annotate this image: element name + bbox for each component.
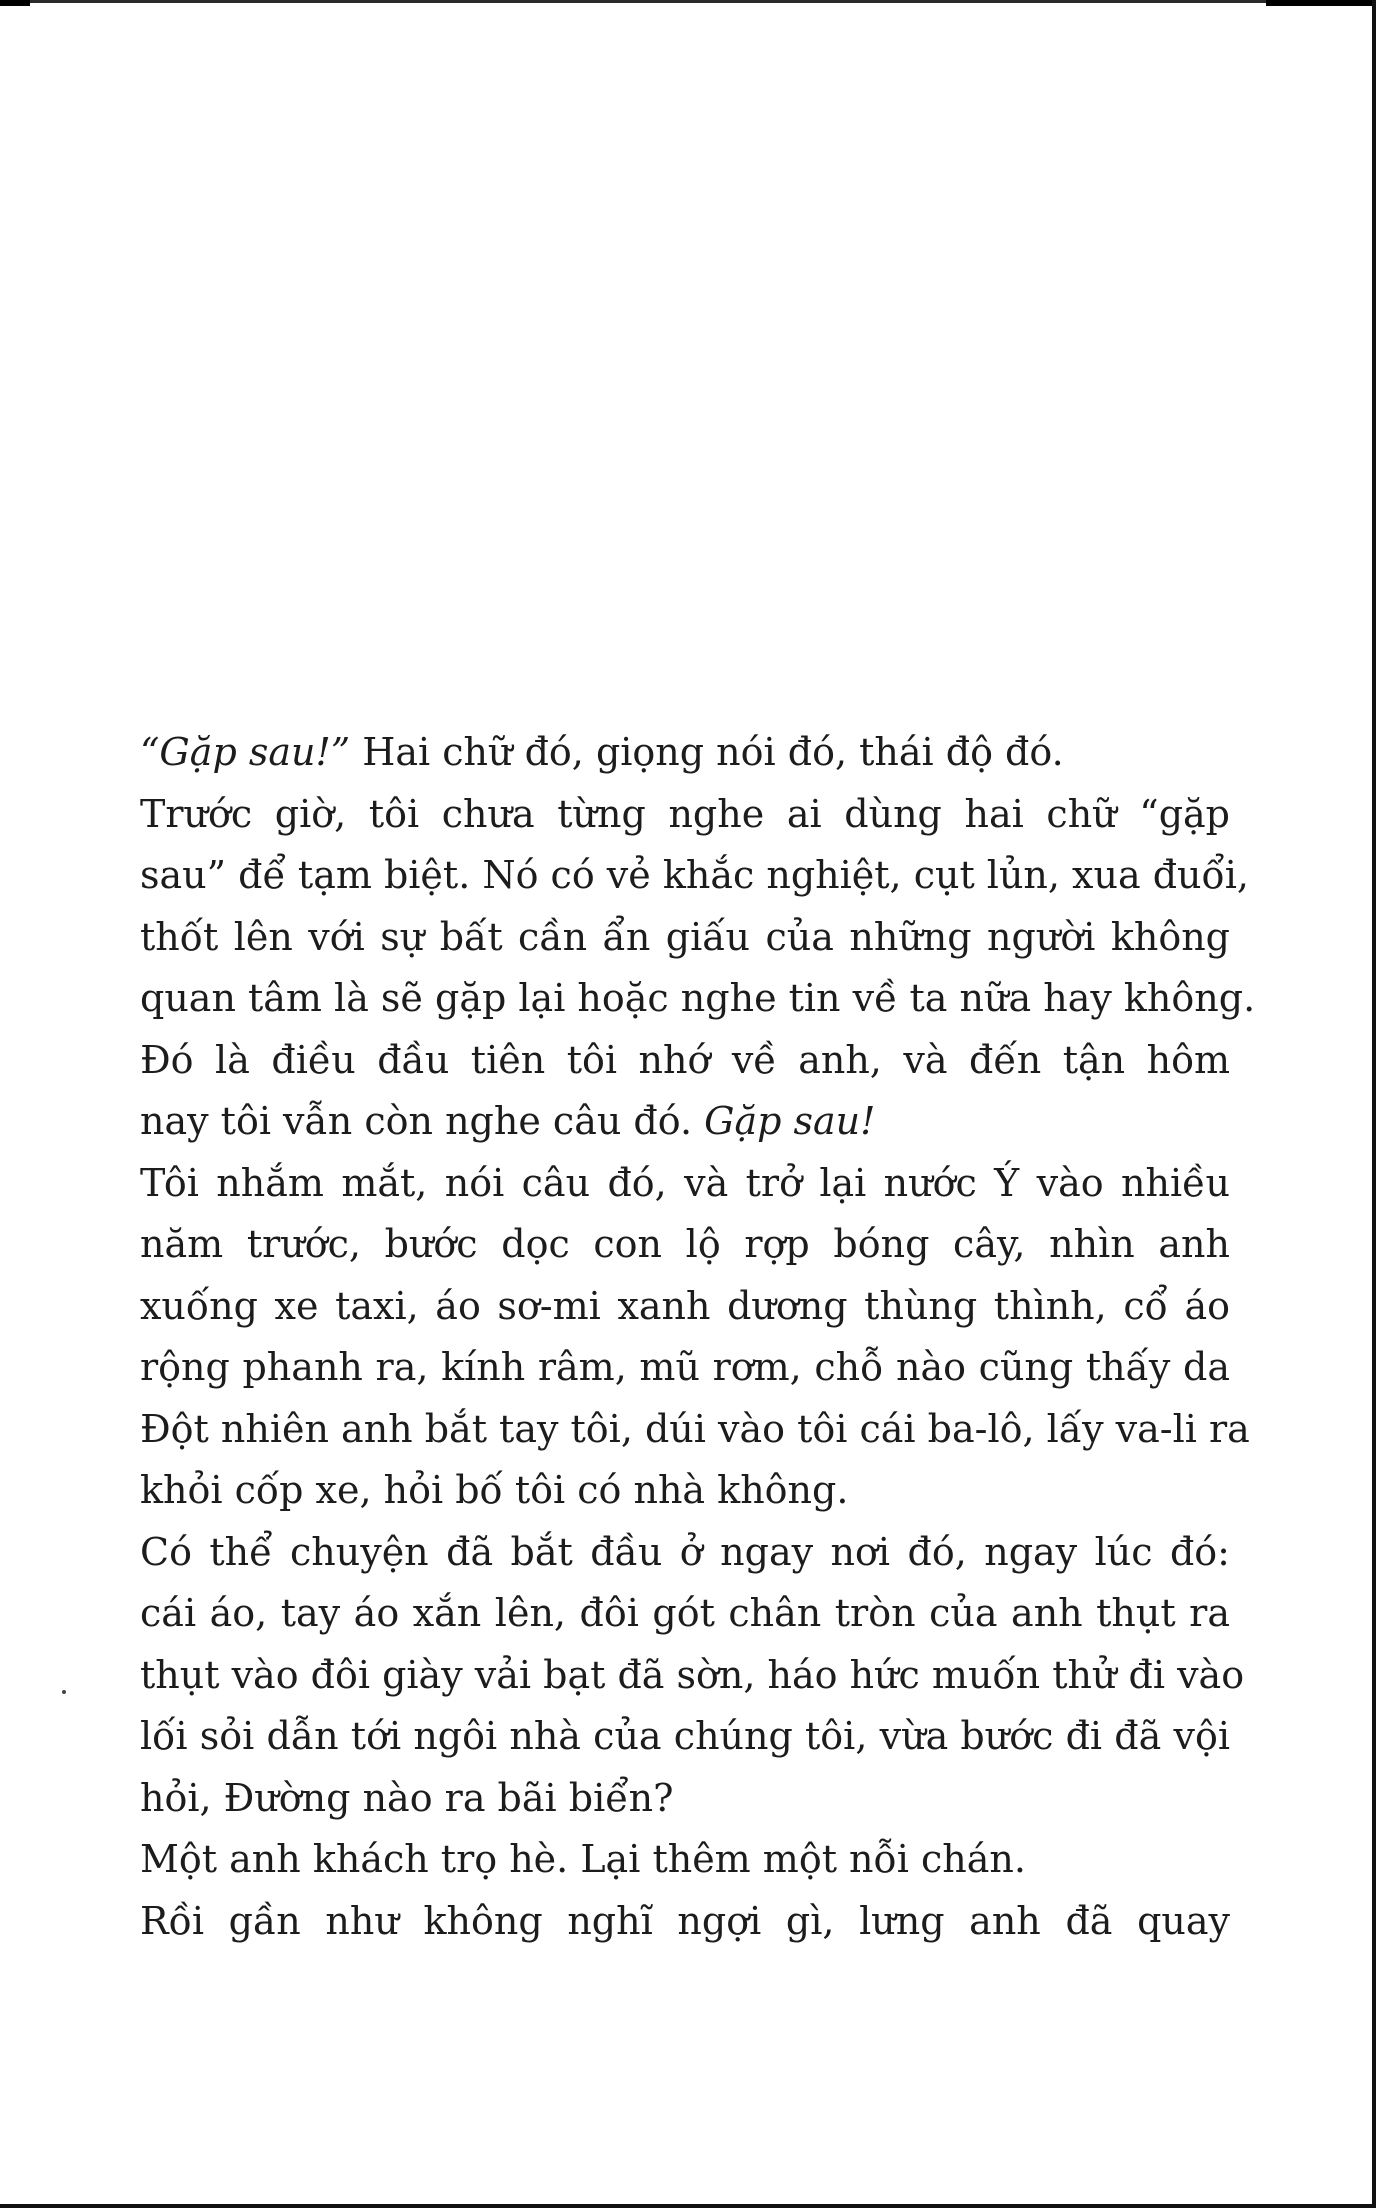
- text-line: [140, 722, 1230, 784]
- text-run: xuống xe taxi, áo sơ-mi xanh dương thùng thình, cổ áo: [140, 1283, 1230, 1328]
- text-run: Rồi gần như không nghĩ ngợi gì, lưng anh đã quay: [140, 1898, 1230, 1943]
- italic-text: Gặp sau!: [704, 1099, 876, 1143]
- text-line: [140, 1645, 1245, 1707]
- scan-edge-top: [0, 0, 1376, 3]
- text-run: hỏi, Đường nào ra bãi biển?: [140, 1775, 674, 1820]
- scan-edge-top-left: [0, 0, 30, 6]
- text-line: [140, 1030, 1230, 1092]
- text-line: [140, 1153, 1230, 1215]
- scan-speck: [62, 1690, 66, 1694]
- text-line: [140, 968, 1256, 1030]
- text-line: [140, 1460, 1230, 1522]
- text-line: [140, 1091, 1230, 1153]
- text-line: [140, 1522, 1230, 1584]
- text-run: Hai chữ đó, giọng nói đó, thái độ đó.: [350, 730, 1064, 774]
- text-run: rộng phanh ra, kính râm, mũ rơm, chỗ nào cũng thấy da: [140, 1345, 1230, 1389]
- paragraph: [140, 1153, 1250, 1522]
- paragraph: [140, 1891, 1230, 1953]
- text-run: cái áo, tay áo xắn lên, đôi gót chân tròn của anh thụt ra: [140, 1591, 1230, 1635]
- text-run: năm trước, bước dọc con lộ rợp bóng cây, nhìn anh: [140, 1222, 1230, 1266]
- text-run: Tôi nhắm mắt, nói câu đó, và trở lại nước Ý vào nhiều: [140, 1160, 1230, 1205]
- text-run: quan tâm là sẽ gặp lại hoặc nghe tin về ta nữa hay không.: [140, 976, 1256, 1020]
- paragraph: [140, 1829, 1230, 1891]
- paragraph: [140, 784, 1256, 1030]
- text-line: [140, 1768, 1230, 1830]
- text-line: [140, 845, 1249, 907]
- text-line: [140, 1276, 1230, 1338]
- text-run: Có thể chuyện đã bắt đầu ở ngay nơi đó, ngay lúc đó:: [140, 1529, 1230, 1574]
- text-line: [140, 907, 1230, 969]
- text-run: Trước giờ, tôi chưa từng nghe ai dùng hai chữ “gặp: [140, 791, 1230, 836]
- paragraph: [140, 1030, 1230, 1153]
- italic-text: “Gặp sau!”: [140, 730, 351, 774]
- text-line: [140, 1583, 1230, 1645]
- text-line: [140, 784, 1230, 846]
- text-line: [140, 1214, 1230, 1276]
- paragraph: [140, 722, 1230, 784]
- text-line: [140, 1829, 1230, 1891]
- scan-edge-bottom: [0, 2204, 1376, 2208]
- text-run: thụt vào đôi giày vải bạt đã sờn, háo hức muốn thử đi vào: [140, 1652, 1245, 1697]
- text-line: [140, 1399, 1250, 1461]
- text-line: [140, 1891, 1230, 1953]
- text-line: [140, 1706, 1230, 1768]
- text-run: khỏi cốp xe, hỏi bố tôi có nhà không.: [140, 1468, 849, 1512]
- text-line: [140, 1337, 1230, 1399]
- scan-edge-right: [1372, 0, 1376, 2208]
- text-run: Đột nhiên anh bắt tay tôi, dúi vào tôi cái ba-lô, lấy va-li ra: [140, 1406, 1250, 1451]
- text-run: thốt lên với sự bất cần ẩn giấu của những người không: [140, 914, 1230, 959]
- scan-edge-top-right: [1266, 0, 1376, 6]
- text-run: Đó là điều đầu tiên tôi nhớ về anh, và đến tận hôm: [140, 1037, 1230, 1082]
- paragraph: [140, 1522, 1245, 1830]
- text-run: lối sỏi dẫn tới ngôi nhà của chúng tôi, vừa bước đi đã vội: [140, 1714, 1230, 1758]
- text-run: Một anh khách trọ hè. Lại thêm một nỗi chán.: [140, 1837, 1026, 1881]
- text-run: sau” để tạm biệt. Nó có vẻ khắc nghiệt, cụt lủn, xua đuổi,: [140, 853, 1249, 897]
- text-run: nay tôi vẫn còn nghe câu đó.: [140, 1099, 705, 1143]
- body-text: [140, 722, 1256, 1952]
